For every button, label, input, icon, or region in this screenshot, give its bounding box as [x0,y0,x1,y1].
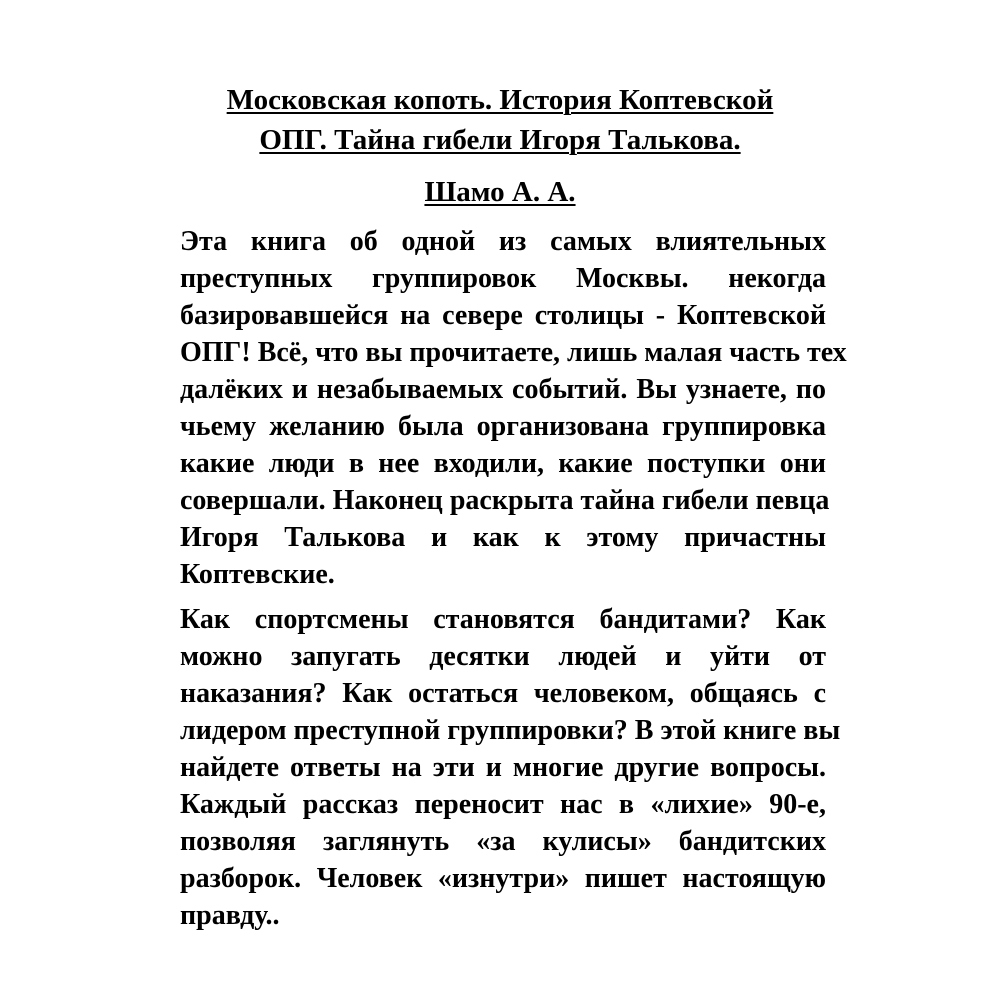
paragraph-line: лидером преступной группировки? В этой книге вы [180,715,841,746]
paragraph-line: правду.. [180,900,280,931]
paragraph-line: базировавшейся на севере столицы - Коптевской [180,300,826,331]
paragraph-line: найдете ответы на эти и многие другие вопросы. [180,752,826,783]
paragraph-line: наказания? Как остаться человеком, общаясь с [180,678,826,709]
paragraph-line: можно запугать десятки людей и уйти от [180,641,826,672]
paragraph-line: чьему желанию была организована группировка [180,411,826,442]
book-title-line-2: ОПГ. Тайна гибели Игоря Талькова. [259,124,741,156]
book-title [150,80,850,160]
paragraph-line: Каждый рассказ переносит нас в «лихие» 90-е, [180,789,826,820]
paragraph-line: преступных группировок Москвы. некогда [180,263,826,294]
paragraph-line: какие люди в нее входили, какие поступки они [180,448,826,479]
paragraph-line: далёких и незабываемых событий. Вы узнаете, по [180,374,826,405]
paragraph-line: совершали. Наконец раскрыта тайна гибели певца [180,485,830,516]
paragraph-line: Эта книга об одной из самых влиятельных [180,226,826,257]
book-title-line-1: Московская копоть. История Коптевской [226,84,774,116]
paragraph-line: Игоря Талькова и как к этому причастны [180,522,826,553]
book-author: Шамо А. А. [424,176,576,208]
paragraph-line: Коптевские. [180,559,335,590]
paragraph-line: Как спортсмены становятся бандитами? Как [180,604,826,635]
paragraph-line: позволяя заглянуть «за кулисы» бандитских [180,826,826,857]
paragraph-line: ОПГ! Всё, что вы прочитаете, лишь малая часть тех [180,337,847,368]
paragraph-line: разборок. Человек «изнутри» пишет настоящую [180,863,826,894]
